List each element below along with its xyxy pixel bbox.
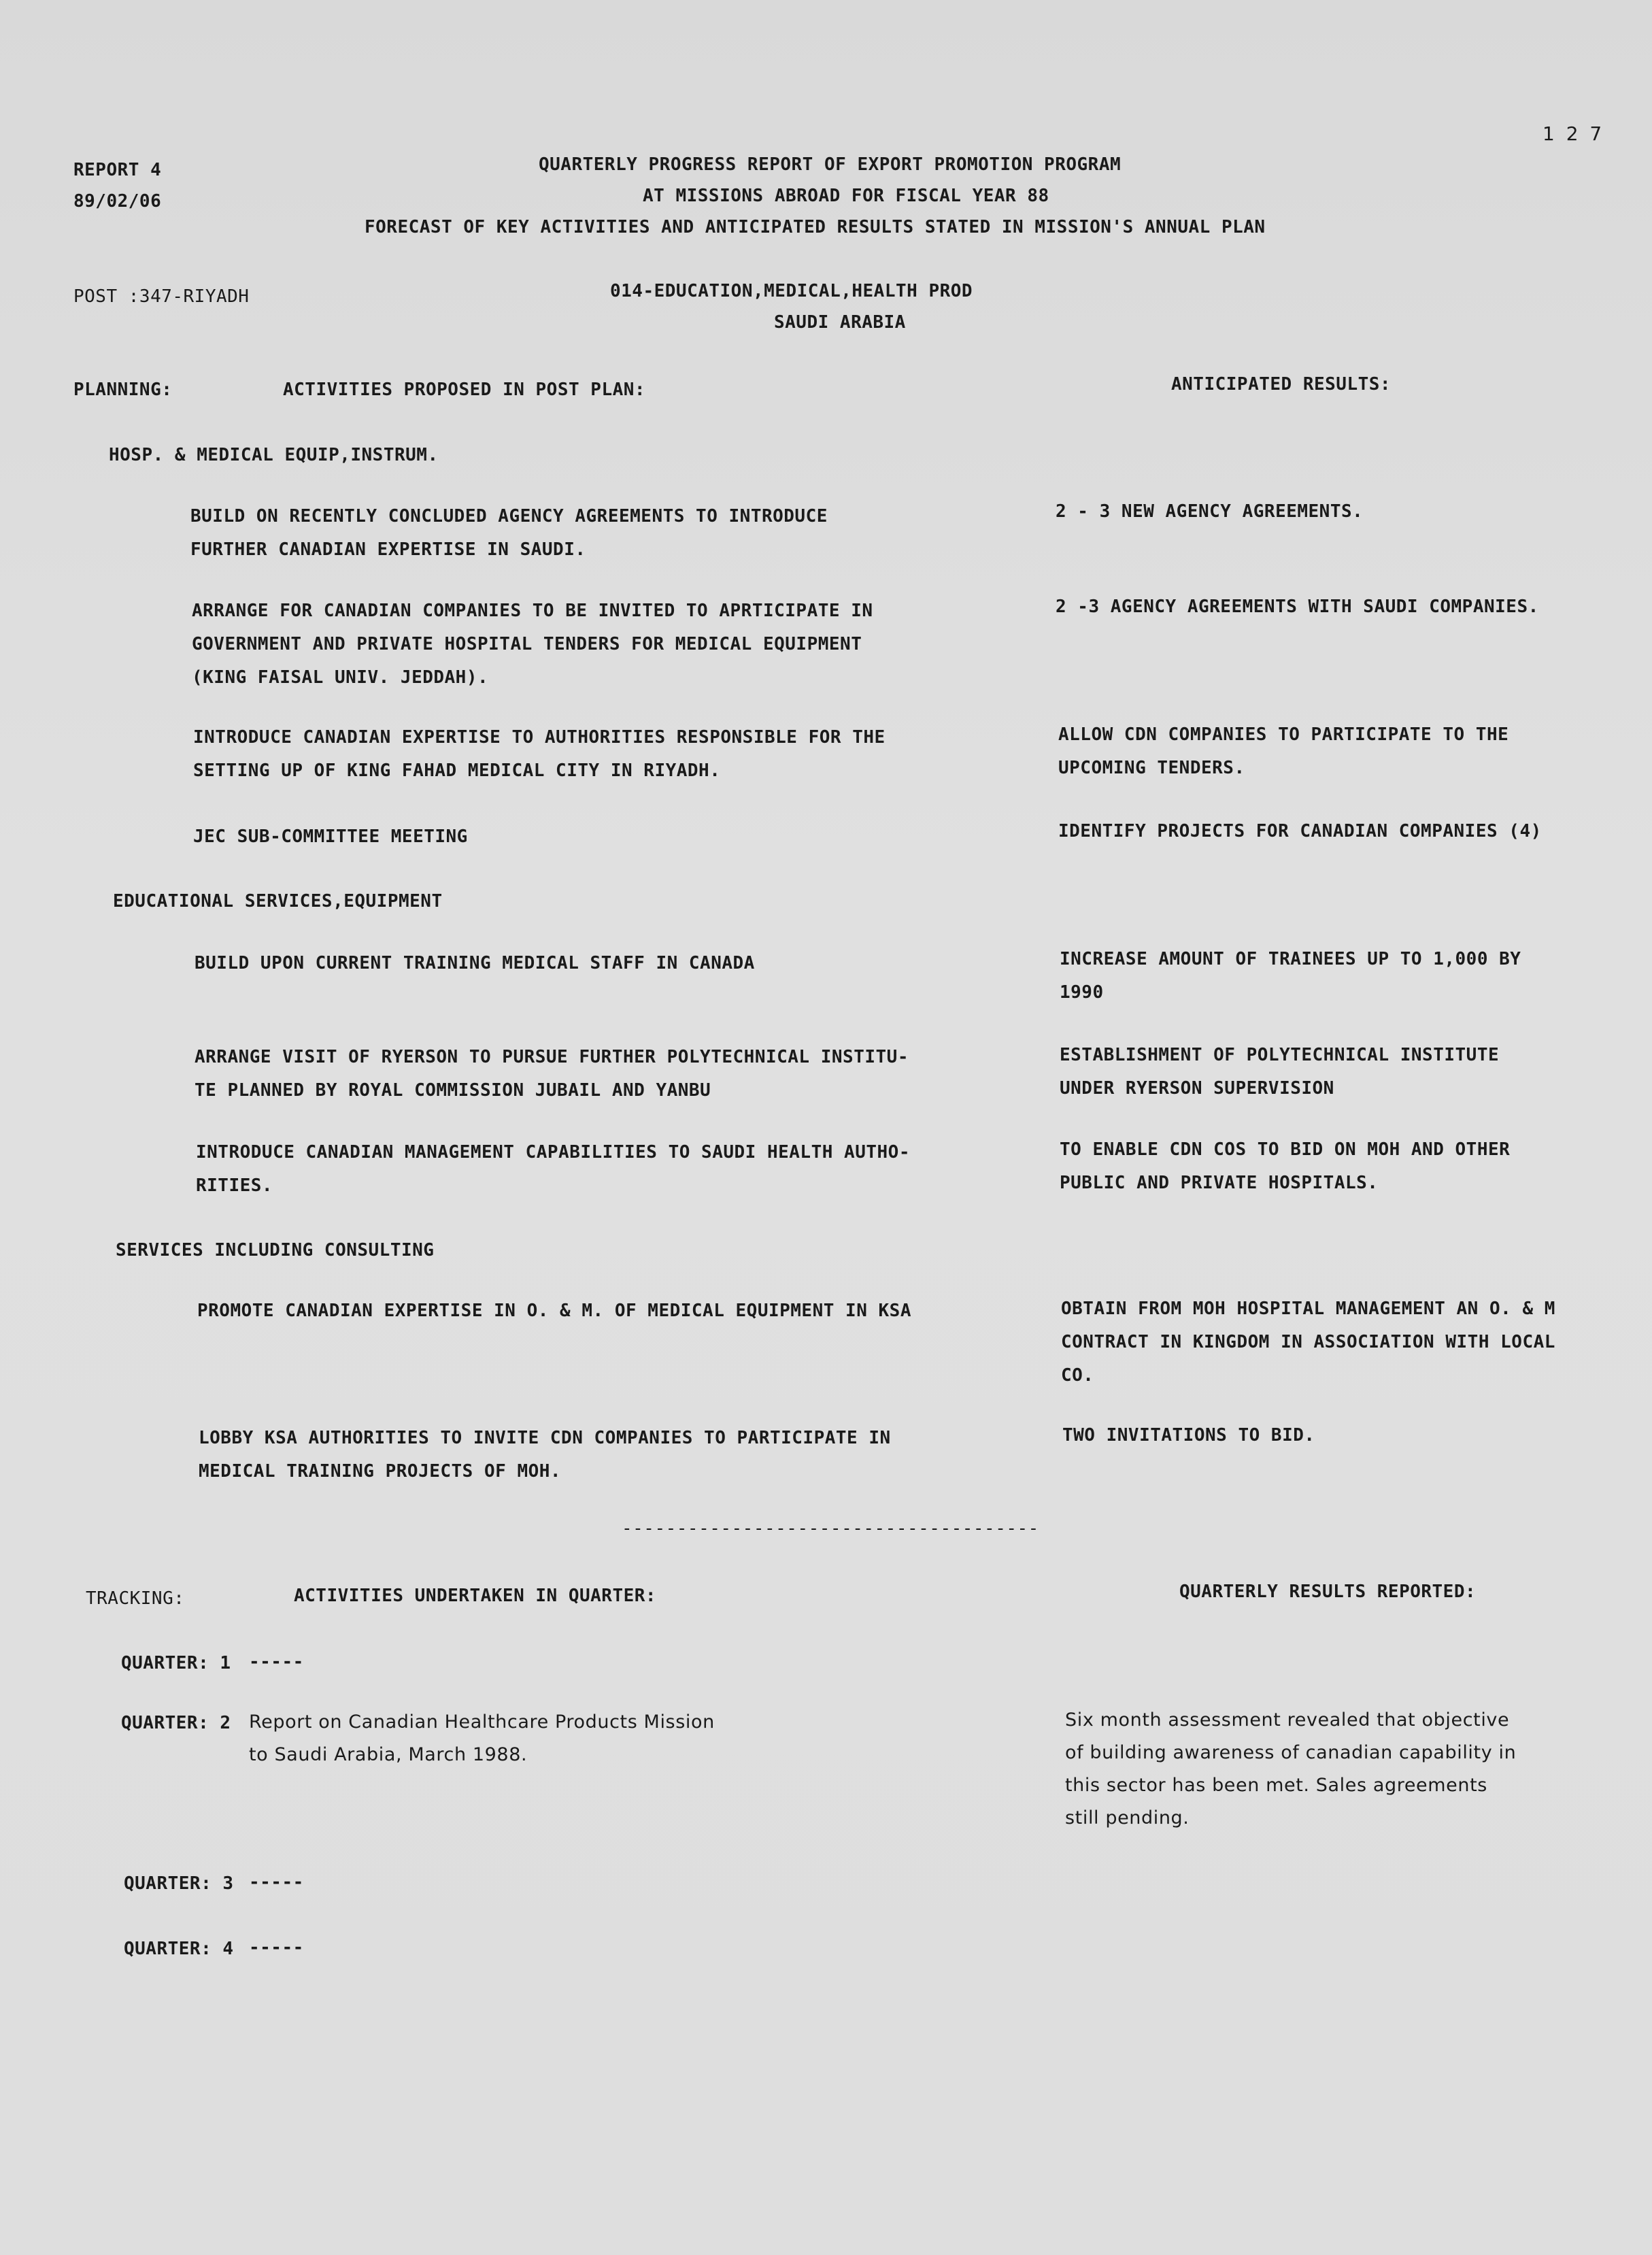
section-title: SERVICES INCLUDING CONSULTING	[116, 1240, 435, 1260]
planning-label: PLANNING:	[73, 380, 173, 400]
quarter-label: QUARTER: 3	[124, 1873, 234, 1894]
planning-activities-header: ACTIVITIES PROPOSED IN POST PLAN:	[283, 380, 646, 400]
title-line-1: QUARTERLY PROGRESS REPORT OF EXPORT PROMOTION PROGRAM	[539, 154, 1122, 175]
result-item: ALLOW CDN COMPANIES TO PARTICIPATE TO THE UPCOMING TENDERS.	[1058, 724, 1509, 778]
tracking-label: TRACKING:	[86, 1588, 185, 1609]
country-label: SAUDI ARABIA	[774, 312, 906, 333]
quarter-result: Six month assessment revealed that objective of building awareness of canadian capability in this sector has been met. Sales agreements still pending.	[1065, 1709, 1517, 1828]
tracking-results-header: QUARTERLY RESULTS REPORTED:	[1179, 1582, 1477, 1602]
quarter-label: QUARTER: 1	[121, 1653, 231, 1673]
report-date: 89/02/06	[73, 191, 162, 212]
quarter-activity: -----	[249, 1937, 304, 1958]
activity-item: JEC SUB-COMMITTEE MEETING	[193, 826, 468, 847]
activity-item: ARRANGE FOR CANADIAN COMPANIES TO BE INVITED TO APRTICIPATE IN GOVERNMENT AND PRIVATE HOSPITAL TENDERS FOR MEDICAL EQUIPMENT (KING FAISAL UNIV. JEDDAH).	[192, 601, 873, 688]
post-label: POST :347-RIYADH	[73, 286, 250, 307]
quarter-activity: -----	[249, 1872, 304, 1892]
section-title: EDUCATIONAL SERVICES,EQUIPMENT	[113, 891, 443, 912]
activity-item: ARRANGE VISIT OF RYERSON TO PURSUE FURTHER POLYTECHNICAL INSTITU- TE PLANNED BY ROYAL COMMISSION JUBAIL AND YANBU	[195, 1047, 909, 1101]
page-number: 1 2 7	[1543, 122, 1605, 145]
result-item: 2 -3 AGENCY AGREEMENTS WITH SAUDI COMPANIES.	[1056, 597, 1539, 617]
quarter-activity: Report on Canadian Healthcare Products Mission to Saudi Arabia, March 1988.	[249, 1711, 715, 1765]
quarter-activity: -----	[249, 1652, 304, 1672]
quarter-label: QUARTER: 2	[121, 1713, 231, 1733]
result-item: TO ENABLE CDN COS TO BID ON MOH AND OTHER PUBLIC AND PRIVATE HOSPITALS.	[1060, 1139, 1511, 1193]
result-item: 2 - 3 NEW AGENCY AGREEMENTS.	[1056, 501, 1364, 522]
activity-item: BUILD UPON CURRENT TRAINING MEDICAL STAFF IN CANADA	[195, 953, 755, 973]
tracking-activities-header: ACTIVITIES UNDERTAKEN IN QUARTER:	[294, 1586, 657, 1606]
sector-label: 014-EDUCATION,MEDICAL,HEALTH PROD	[610, 281, 973, 301]
planning-results-header: ANTICIPATED RESULTS:	[1171, 374, 1392, 395]
quarter-label: QUARTER: 4	[124, 1939, 234, 1959]
title-line-2: AT MISSIONS ABROAD FOR FISCAL YEAR 88	[643, 186, 1049, 206]
section-separator: --------------------------------------	[622, 1518, 1039, 1539]
report-number: REPORT 4	[73, 160, 162, 180]
result-item: TWO INVITATIONS TO BID.	[1062, 1425, 1315, 1446]
activity-item: INTRODUCE CANADIAN MANAGEMENT CAPABILITIES TO SAUDI HEALTH AUTHO- RITIES.	[196, 1142, 910, 1196]
title-line-3: FORECAST OF KEY ACTIVITIES AND ANTICIPATED RESULTS STATED IN MISSION'S ANNUAL PLAN	[365, 217, 1266, 237]
section-title: HOSP. & MEDICAL EQUIP,INSTRUM.	[109, 445, 439, 465]
activity-item: PROMOTE CANADIAN EXPERTISE IN O. & M. OF MEDICAL EQUIPMENT IN KSA	[197, 1301, 911, 1321]
activity-item: INTRODUCE CANADIAN EXPERTISE TO AUTHORITIES RESPONSIBLE FOR THE SETTING UP OF KING FAHAD MEDICAL CITY IN RIYADH.	[193, 727, 886, 781]
result-item: ESTABLISHMENT OF POLYTECHNICAL INSTITUTE UNDER RYERSON SUPERVISION	[1060, 1045, 1500, 1099]
result-item: IDENTIFY PROJECTS FOR CANADIAN COMPANIES (4)	[1058, 821, 1542, 841]
result-item: INCREASE AMOUNT OF TRAINEES UP TO 1,000 BY 1990	[1060, 949, 1521, 1003]
activity-item: BUILD ON RECENTLY CONCLUDED AGENCY AGREEMENTS TO INTRODUCE FURTHER CANADIAN EXPERTISE IN SAUDI.	[190, 506, 828, 560]
result-item: OBTAIN FROM MOH HOSPITAL MANAGEMENT AN O. & M CONTRACT IN KINGDOM IN ASSOCIATION WITH LOCAL CO.	[1061, 1299, 1555, 1386]
activity-item: LOBBY KSA AUTHORITIES TO INVITE CDN COMPANIES TO PARTICIPATE IN MEDICAL TRAINING PROJECTS OF MOH.	[199, 1428, 891, 1482]
